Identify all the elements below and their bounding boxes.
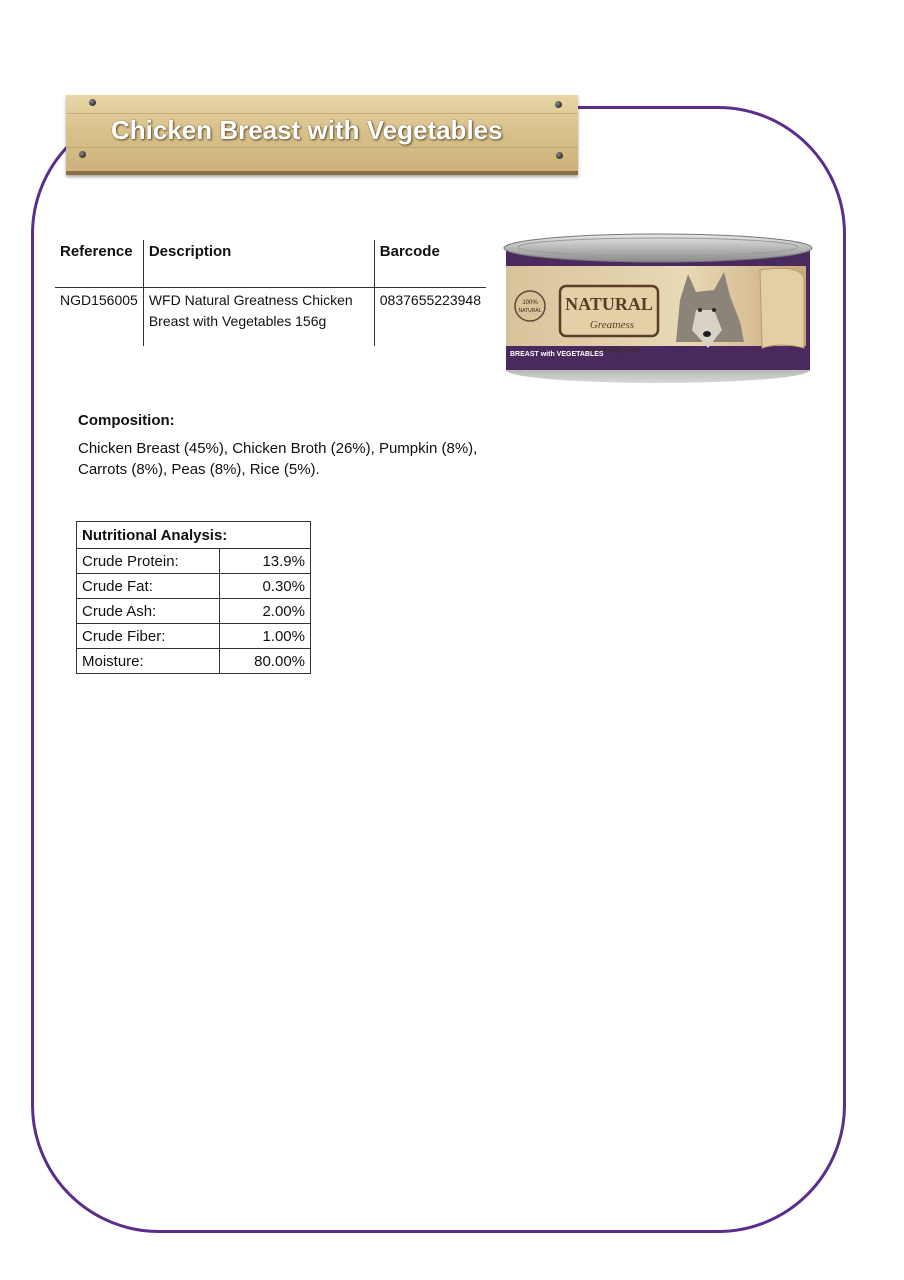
nail-icon [555,101,562,108]
column-header-description: Description [143,240,374,288]
badge-text: 100% [522,300,538,306]
table-row [77,624,311,649]
sub-brand-text: Greatness [589,319,635,331]
description-cell [143,288,374,347]
table-header-row [55,240,486,288]
can-label-text: BREAST with VEGETABLES [510,351,604,358]
reference-cell: NGD156005 [60,292,138,308]
composition-line: Carrots (8%), Peas (8%), Rice (5%). [78,461,320,478]
composition-title: Composition: [78,412,175,429]
tagline-text: Natural Dog Food [584,347,640,354]
brand-text: NATURAL [565,294,653,314]
description-line: Breast with Vegetables 156g [148,313,327,329]
nutrition-title: Nutritional Analysis: [77,522,311,549]
nutrition-table [76,521,311,674]
description-line: WFD Natural Greatness Chicken [148,292,353,308]
nutrient-value: 1.00% [220,624,311,649]
nutrient-name: Crude Protein: [77,549,220,574]
table-row [77,549,311,574]
nutrient-value: 80.00% [220,649,311,674]
barcode-cell: 0837655223948 [374,288,486,347]
nutrient-value: 0.30% [220,574,311,599]
title-plank [66,95,578,175]
column-header-barcode: Barcode [374,240,486,288]
column-header-reference: Reference [55,240,143,288]
nutrient-value: 13.9% [220,549,311,574]
badge-icon [515,291,545,321]
table-row [77,599,311,624]
table-row [77,649,311,674]
nail-icon [79,151,86,158]
nail-icon [556,152,563,159]
composition-text [78,438,498,480]
nutrient-name: Moisture: [77,649,220,674]
nutrient-name: Crude Fat: [77,574,220,599]
nutrition-header-row [77,522,311,549]
nail-icon [89,99,96,106]
composition-line: Chicken Breast (45%), Chicken Broth (26%), Pumpkin (8%), [78,440,478,457]
svg-text:NATURAL: NATURAL [518,308,542,314]
nutrient-name: Crude Fiber: [77,624,220,649]
table-row [55,288,486,347]
table-row [77,574,311,599]
page-title: Chicken Breast with Vegetables [111,115,503,145]
nutrient-value: 2.00% [220,599,311,624]
product-can-image [500,230,816,385]
nutrient-name: Crude Ash: [77,599,220,624]
reference-table [55,240,486,346]
